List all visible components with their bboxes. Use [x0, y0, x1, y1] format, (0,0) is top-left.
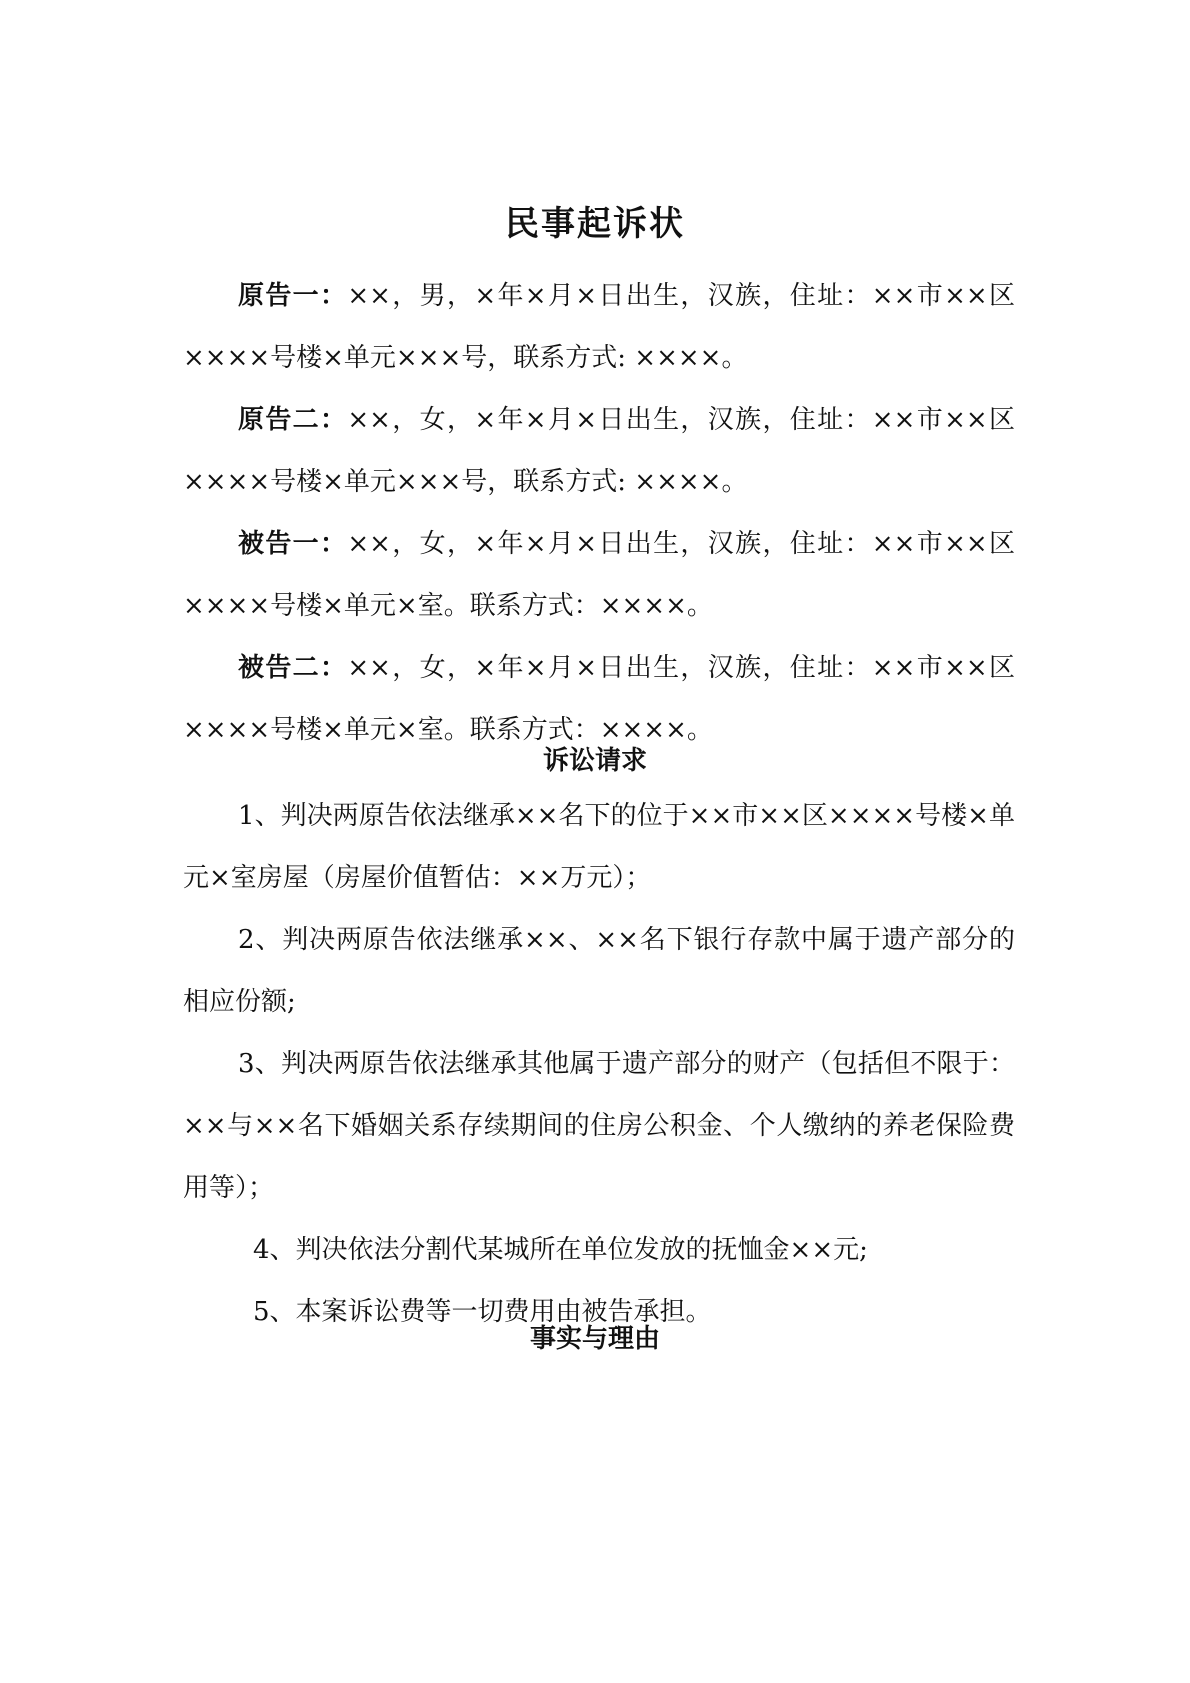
facts-heading: 事实与理由 — [529, 1324, 660, 1354]
claim-item: 2、判决两原告依法继承××、××名下银行存款中属于遗产部分的相应份额; — [183, 925, 1015, 1017]
parties-section — [183, 265, 1015, 761]
party-details: ××，女，×年×月×日出生，汉族，住址：××市××区××××号楼×单元×室。联系方式：××××。 — [183, 529, 1015, 621]
claim-item: 5、本案诉讼费等一切费用由被告承担。 — [253, 1297, 712, 1327]
party-details: ××，女，×年×月×日出生，汉族，住址：××市××区××××号楼×单元×××号，联系方式: ××××。 — [183, 405, 1015, 497]
party-details: ××，女，×年×月×日出生，汉族，住址：××市××区××××号楼×单元×室。联系方式：××××。 — [183, 653, 1015, 745]
page-title: 民事起诉状 — [505, 204, 685, 244]
party-label: 原告一： — [238, 281, 348, 311]
claims-heading: 诉讼请求 — [542, 746, 647, 776]
party-plaintiff-2 — [183, 389, 1015, 513]
party-plaintiff-1 — [183, 265, 1015, 389]
party-label: 被告一： — [238, 529, 348, 559]
claim-item: 4、判决依法分割代某城所在单位发放的抚恤金××元; — [253, 1235, 868, 1265]
party-label: 被告二： — [238, 653, 348, 683]
claims-section — [183, 785, 1015, 1343]
party-details: ××，男，×年×月×日出生，汉族，住址：××市××区××××号楼×单元×××号，联系方式: ××××。 — [183, 281, 1015, 373]
claim-item: 3、判决两原告依法继承其他属于遗产部分的财产（包括但不限于：××与××名下婚姻关系存续期间的住房公积金、个人缴纳的养老保险费用等）； — [183, 1049, 1015, 1203]
party-defendant-1 — [183, 513, 1015, 637]
claim-item: 1、判决两原告依法继承××名下的位于××市××区××××号楼×单元×室房屋（房屋价值暂估：××万元）； — [183, 801, 1015, 893]
party-label: 原告二： — [238, 405, 348, 435]
